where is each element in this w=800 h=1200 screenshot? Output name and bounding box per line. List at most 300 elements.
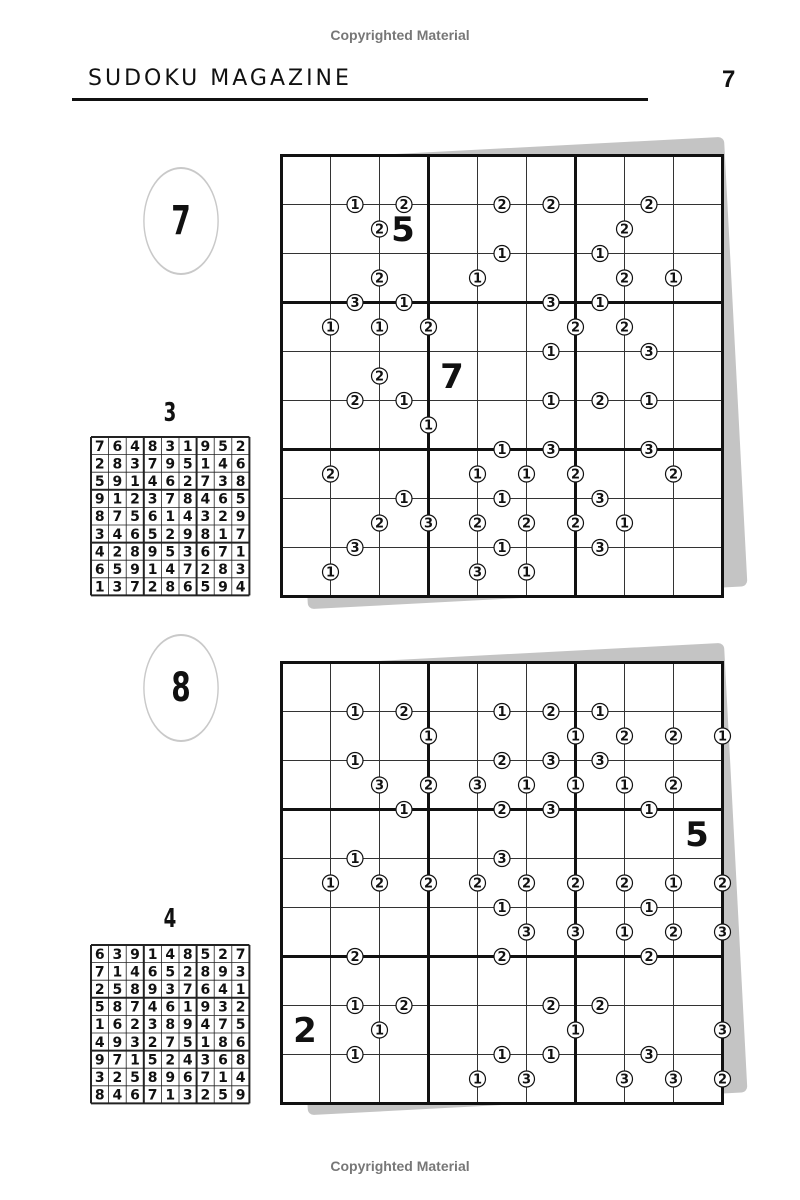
svg-text:1: 1: [521, 565, 532, 581]
circled-digit-marker: [519, 1071, 535, 1088]
circled-digit-marker: [372, 368, 388, 385]
solution-digit: 4: [200, 491, 211, 508]
svg-text:3: 3: [472, 565, 483, 581]
given-digit: 5: [685, 815, 709, 855]
circled-digit-marker: [421, 515, 437, 532]
svg-text:2: 2: [644, 950, 654, 965]
svg-text:2: 2: [374, 271, 385, 287]
svg-text:3: 3: [644, 443, 654, 458]
solution-digit: 1: [200, 456, 211, 473]
circled-digit-marker: [715, 1071, 731, 1088]
svg-text:2: 2: [521, 876, 532, 892]
svg-text:1: 1: [472, 467, 483, 483]
solution-digit: 2: [218, 946, 228, 963]
svg-text:1: 1: [497, 901, 507, 916]
circled-digit-marker: [323, 466, 339, 483]
circled-digit-marker: [543, 753, 559, 770]
solution-digit: 8: [147, 438, 158, 455]
circled-digit-marker: [592, 540, 608, 557]
solution-digit: 6: [182, 1070, 193, 1086]
svg-text:1: 1: [546, 345, 556, 360]
circled-digit-marker: [347, 540, 363, 557]
solution-digit: 3: [235, 562, 246, 578]
circled-digit-marker: [470, 270, 486, 287]
svg-text:1: 1: [350, 1048, 360, 1063]
solution-digit: 3: [112, 946, 123, 963]
solution-digit: 3: [94, 526, 105, 543]
given-digit: 7: [440, 357, 464, 397]
circled-digit-marker: [641, 1047, 657, 1064]
solution-digit: 6: [218, 1052, 228, 1069]
circled-digit-marker: [323, 319, 339, 336]
solution-digit: 2: [165, 1052, 176, 1069]
solution-grid: [90, 436, 252, 598]
circled-digit-marker: [617, 924, 633, 941]
svg-text:1: 1: [497, 541, 507, 556]
solution-digit: 4: [235, 579, 246, 596]
solution-digit: 1: [94, 579, 105, 596]
circled-digit-marker: [372, 270, 388, 287]
solution-digit: 4: [112, 1087, 123, 1104]
svg-text:2: 2: [423, 876, 434, 892]
solution-digit: 1: [235, 982, 246, 998]
circled-digit-marker: [347, 753, 363, 770]
solution-digit: 6: [94, 562, 105, 578]
svg-text:2: 2: [374, 876, 385, 892]
svg-text:1: 1: [644, 394, 654, 409]
sudoku-grid: [280, 661, 728, 1103]
solution-digit: 9: [112, 474, 123, 490]
solution-digit: 8: [165, 579, 176, 596]
solution-digit: 6: [200, 982, 211, 998]
solution-digit: 2: [200, 1087, 211, 1104]
svg-text:1: 1: [644, 803, 654, 818]
solution-digit: 7: [165, 491, 176, 508]
circled-digit-marker: [543, 442, 559, 459]
svg-text:2: 2: [570, 467, 581, 483]
svg-text:2: 2: [399, 198, 409, 213]
solution-digit: 6: [94, 946, 105, 963]
svg-text:1: 1: [423, 729, 434, 745]
svg-text:1: 1: [619, 778, 630, 794]
solution-digit: 7: [112, 509, 123, 526]
svg-text:3: 3: [644, 1048, 654, 1063]
svg-text:1: 1: [570, 1023, 581, 1039]
svg-text:1: 1: [472, 1072, 483, 1088]
copyright-notice-top: Copyrighted Material: [330, 27, 470, 43]
circled-digit-marker: [568, 319, 584, 336]
circled-digit-marker: [347, 704, 363, 721]
solution-digit: 3: [147, 491, 158, 508]
solution-digit: 1: [112, 964, 123, 981]
svg-text:3: 3: [521, 925, 532, 941]
circled-digit-marker: [592, 393, 608, 410]
solution-digit: 3: [130, 1034, 140, 1051]
circled-digit-marker: [617, 270, 633, 287]
svg-text:3: 3: [472, 778, 483, 794]
svg-text:3: 3: [717, 925, 728, 941]
solution-digit: 3: [218, 474, 228, 490]
circled-digit-marker: [666, 270, 682, 287]
solution-digit: 9: [147, 982, 158, 998]
svg-text:1: 1: [546, 394, 556, 409]
svg-text:1: 1: [717, 729, 728, 745]
svg-text:1: 1: [619, 925, 630, 941]
given-digit: 2: [293, 1011, 317, 1051]
circled-digit-marker: [347, 949, 363, 966]
svg-text:2: 2: [595, 394, 605, 409]
circled-digit-marker: [641, 442, 657, 459]
circled-digit-marker: [543, 344, 559, 361]
solution-digit: 7: [165, 1034, 176, 1051]
circled-digit-marker: [568, 777, 584, 794]
solution-digit: 5: [235, 491, 246, 508]
solution-digit: 4: [130, 438, 140, 455]
circled-digit-marker: [494, 704, 510, 721]
solution-digit: 6: [182, 579, 193, 596]
circled-digit-marker: [470, 466, 486, 483]
solution-digit: 5: [200, 946, 211, 963]
circled-digit-marker: [568, 875, 584, 892]
solution-digit: 9: [235, 509, 246, 526]
grid-background: [282, 663, 723, 1104]
solution-digit: 4: [182, 1052, 193, 1069]
svg-text:1: 1: [497, 443, 507, 458]
circled-digit-marker: [641, 344, 657, 361]
solution-digit: 8: [200, 526, 211, 543]
circled-digit-marker: [641, 393, 657, 410]
svg-text:3: 3: [374, 778, 385, 794]
circled-digit-marker: [543, 704, 559, 721]
solution-digit: 9: [218, 964, 228, 981]
svg-text:3: 3: [350, 541, 360, 556]
circled-digit-marker: [543, 998, 559, 1015]
circled-digit-marker: [396, 295, 412, 312]
solution-digit: 3: [182, 1087, 193, 1104]
svg-text:2: 2: [668, 467, 679, 483]
circled-digit-marker: [470, 515, 486, 532]
solution-digit: 1: [147, 562, 158, 578]
svg-text:1: 1: [570, 729, 581, 745]
solution-digit: 6: [200, 544, 211, 561]
circled-digit-marker: [347, 393, 363, 410]
solution-digit: 3: [165, 982, 176, 998]
circled-digit-marker: [568, 466, 584, 483]
circled-digit-marker: [666, 466, 682, 483]
solution-digit: 5: [130, 509, 140, 526]
circled-digit-marker: [421, 777, 437, 794]
solution-digit: 5: [147, 526, 158, 543]
solution-digit: 8: [112, 999, 123, 1016]
solution-digit: 8: [94, 1087, 105, 1104]
circled-digit-marker: [519, 515, 535, 532]
solution-digit: 3: [94, 1070, 105, 1086]
circled-digit-marker: [568, 1022, 584, 1039]
solution-digit: 9: [200, 438, 211, 455]
svg-text:1: 1: [399, 296, 409, 311]
svg-text:1: 1: [350, 852, 360, 867]
solution-digit: 9: [165, 1070, 176, 1086]
svg-text:1: 1: [570, 778, 581, 794]
svg-text:2: 2: [374, 222, 385, 238]
svg-text:2: 2: [644, 198, 654, 213]
svg-text:2: 2: [472, 516, 483, 532]
circled-digit-marker: [519, 466, 535, 483]
svg-text:2: 2: [570, 516, 581, 532]
given-digit: 5: [391, 210, 415, 250]
svg-text:3: 3: [595, 754, 605, 769]
svg-text:3: 3: [546, 803, 556, 818]
circled-digit-marker: [347, 197, 363, 214]
circled-digit-marker: [715, 924, 731, 941]
circled-digit-marker: [592, 753, 608, 770]
solution-digit: 5: [112, 982, 123, 998]
solution-digit: 3: [200, 509, 211, 526]
grid-background: [282, 156, 723, 597]
solution-digit: 8: [182, 946, 193, 963]
solution-digit: 5: [182, 1034, 193, 1051]
solution-digit: 9: [182, 526, 193, 543]
solution-digit: 9: [235, 1087, 246, 1104]
header-rule: [72, 98, 648, 101]
circled-digit-marker: [347, 851, 363, 868]
svg-text:2: 2: [472, 876, 483, 892]
svg-text:1: 1: [595, 705, 605, 720]
svg-text:3: 3: [717, 1023, 728, 1039]
solution-digit: 6: [147, 509, 158, 526]
solution-digit: 7: [218, 1017, 228, 1034]
solution-digit: 5: [147, 1052, 158, 1069]
circled-digit-marker: [421, 319, 437, 336]
solution-digit: 9: [112, 1034, 123, 1051]
circled-digit-marker: [347, 1047, 363, 1064]
svg-text:2: 2: [497, 803, 507, 818]
solution-digit: 5: [165, 544, 176, 561]
solution-digit: 5: [182, 456, 193, 473]
solution-digit: 7: [130, 579, 140, 596]
svg-text:2: 2: [497, 950, 507, 965]
solution-digit: 2: [147, 1034, 158, 1051]
solution-digit: 8: [112, 456, 123, 473]
solution-digit: 3: [235, 964, 246, 981]
solution-digit: 7: [235, 526, 246, 543]
svg-text:1: 1: [399, 394, 409, 409]
solution-digit: 5: [94, 474, 105, 490]
svg-text:2: 2: [423, 778, 434, 794]
solution-digit: 2: [235, 438, 246, 455]
svg-text:2: 2: [546, 705, 556, 720]
circled-digit-marker: [666, 924, 682, 941]
solution-digit: 7: [130, 999, 140, 1016]
solution-digit: 2: [112, 544, 123, 561]
circled-digit-marker: [543, 197, 559, 214]
svg-text:2: 2: [374, 369, 385, 385]
solution-digit: 3: [147, 1017, 158, 1034]
circled-digit-marker: [494, 442, 510, 459]
circled-digit-marker: [323, 875, 339, 892]
circled-digit-marker: [666, 728, 682, 745]
svg-text:1: 1: [350, 999, 360, 1014]
puzzle-number-circle: 8: [143, 634, 219, 742]
solution-digit: 2: [130, 491, 140, 508]
solution-digit: 6: [147, 964, 158, 981]
solution-digit: 5: [218, 438, 228, 455]
circled-digit-marker: [641, 949, 657, 966]
copyright-notice-bottom: Copyrighted Material: [330, 1158, 470, 1174]
solution-digit: 6: [165, 474, 176, 490]
svg-text:1: 1: [668, 271, 679, 287]
solution-digit: 8: [218, 562, 228, 578]
svg-text:3: 3: [595, 541, 605, 556]
solution-digit: 8: [165, 1017, 176, 1034]
circled-digit-marker: [666, 875, 682, 892]
svg-text:1: 1: [546, 1048, 556, 1063]
solution-digit: 7: [235, 946, 246, 963]
svg-text:1: 1: [619, 516, 630, 532]
svg-text:2: 2: [668, 778, 679, 794]
solution-digit: 2: [112, 1070, 123, 1086]
solution-digit: 4: [94, 544, 105, 561]
solution-digit: 6: [130, 526, 140, 543]
solution-digit: 2: [130, 1017, 140, 1034]
solution-digit: 4: [165, 562, 176, 578]
circled-digit-marker: [641, 197, 657, 214]
solution-digit: 3: [200, 1052, 211, 1069]
svg-text:1: 1: [350, 198, 360, 213]
svg-text:3: 3: [570, 925, 581, 941]
svg-text:1: 1: [497, 492, 507, 507]
circled-digit-marker: [494, 1047, 510, 1064]
solution-digit: 8: [235, 1052, 246, 1069]
svg-text:2: 2: [570, 876, 581, 892]
circled-digit-marker: [494, 753, 510, 770]
svg-text:2: 2: [521, 516, 532, 532]
svg-text:3: 3: [350, 296, 360, 311]
svg-text:2: 2: [668, 925, 679, 941]
svg-text:2: 2: [619, 222, 630, 238]
circled-digit-marker: [323, 564, 339, 581]
solution-digit: 8: [235, 474, 246, 490]
svg-text:1: 1: [350, 705, 360, 720]
circled-digit-marker: [347, 295, 363, 312]
svg-text:1: 1: [668, 876, 679, 892]
solution-digit: 1: [147, 946, 158, 963]
solution-digit: 4: [147, 474, 158, 490]
solution-digit: 3: [165, 438, 176, 455]
magazine-title: SUDOKU MAGAZINE: [88, 66, 352, 91]
svg-text:2: 2: [423, 320, 434, 336]
circled-digit-marker: [372, 777, 388, 794]
svg-text:1: 1: [325, 565, 336, 581]
page-number: 7: [722, 66, 736, 93]
circled-digit-marker: [396, 802, 412, 819]
circled-digit-marker: [617, 777, 633, 794]
svg-text:2: 2: [399, 705, 409, 720]
circled-digit-marker: [592, 295, 608, 312]
solution-digit: 5: [165, 964, 176, 981]
svg-text:3: 3: [595, 492, 605, 507]
solution-digit: 4: [218, 982, 228, 998]
circled-digit-marker: [592, 491, 608, 508]
svg-text:1: 1: [325, 320, 336, 336]
solution-digit: 6: [112, 438, 123, 455]
svg-text:1: 1: [595, 247, 605, 262]
svg-text:1: 1: [374, 320, 385, 336]
svg-text:1: 1: [325, 876, 336, 892]
solution-digit: 9: [94, 491, 105, 508]
svg-text:1: 1: [472, 271, 483, 287]
svg-text:2: 2: [399, 999, 409, 1014]
solution-digit: 1: [130, 1052, 140, 1069]
solution-digit: 1: [94, 1017, 105, 1034]
circled-digit-marker: [372, 319, 388, 336]
solution-digit: 3: [112, 579, 123, 596]
solution-digit: 5: [218, 1087, 228, 1104]
svg-text:3: 3: [546, 443, 556, 458]
solution-digit: 5: [235, 1017, 246, 1034]
circled-digit-marker: [421, 728, 437, 745]
solution-digit: 8: [147, 1070, 158, 1086]
solution-digit: 1: [165, 1087, 176, 1104]
circled-digit-marker: [617, 319, 633, 336]
solution-digit: 4: [130, 964, 140, 981]
circled-digit-marker: [372, 875, 388, 892]
solution-digit: 5: [112, 562, 123, 578]
solution-digit: 2: [182, 474, 193, 490]
solution-digit: 1: [112, 491, 123, 508]
svg-text:3: 3: [546, 296, 556, 311]
solution-number: 3: [163, 398, 177, 428]
svg-text:2: 2: [497, 754, 507, 769]
circled-digit-marker: [396, 491, 412, 508]
solution-digit: 8: [182, 491, 193, 508]
solution-digit: 6: [130, 1087, 140, 1104]
solution-digit: 6: [112, 1017, 123, 1034]
circled-digit-marker: [715, 728, 731, 745]
circled-digit-marker: [494, 851, 510, 868]
svg-text:1: 1: [374, 1023, 385, 1039]
svg-text:2: 2: [619, 320, 630, 336]
circled-digit-marker: [421, 417, 437, 434]
solution-digit: 7: [182, 562, 193, 578]
circled-digit-marker: [568, 924, 584, 941]
circled-digit-marker: [519, 924, 535, 941]
solution-digit: 3: [130, 456, 140, 473]
circled-digit-marker: [617, 728, 633, 745]
circled-digit-marker: [543, 393, 559, 410]
solution-digit: 1: [218, 526, 228, 543]
solution-digit: 7: [200, 1070, 211, 1086]
svg-text:2: 2: [717, 876, 728, 892]
svg-text:1: 1: [521, 778, 532, 794]
svg-text:1: 1: [350, 754, 360, 769]
svg-text:3: 3: [423, 516, 434, 532]
solution-digit: 4: [182, 509, 193, 526]
solution-digit: 7: [200, 474, 211, 490]
circled-digit-marker: [470, 564, 486, 581]
circled-digit-marker: [641, 802, 657, 819]
svg-text:2: 2: [497, 198, 507, 213]
solution-digit: 8: [218, 1034, 228, 1051]
svg-text:1: 1: [644, 901, 654, 916]
svg-text:2: 2: [546, 999, 556, 1014]
solution-digit: 1: [200, 1034, 211, 1051]
svg-text:3: 3: [546, 754, 556, 769]
solution-digit: 7: [112, 1052, 123, 1069]
solution-digit: 9: [94, 1052, 105, 1069]
solution-digit: 5: [200, 579, 211, 596]
solution-digit: 6: [218, 491, 228, 508]
